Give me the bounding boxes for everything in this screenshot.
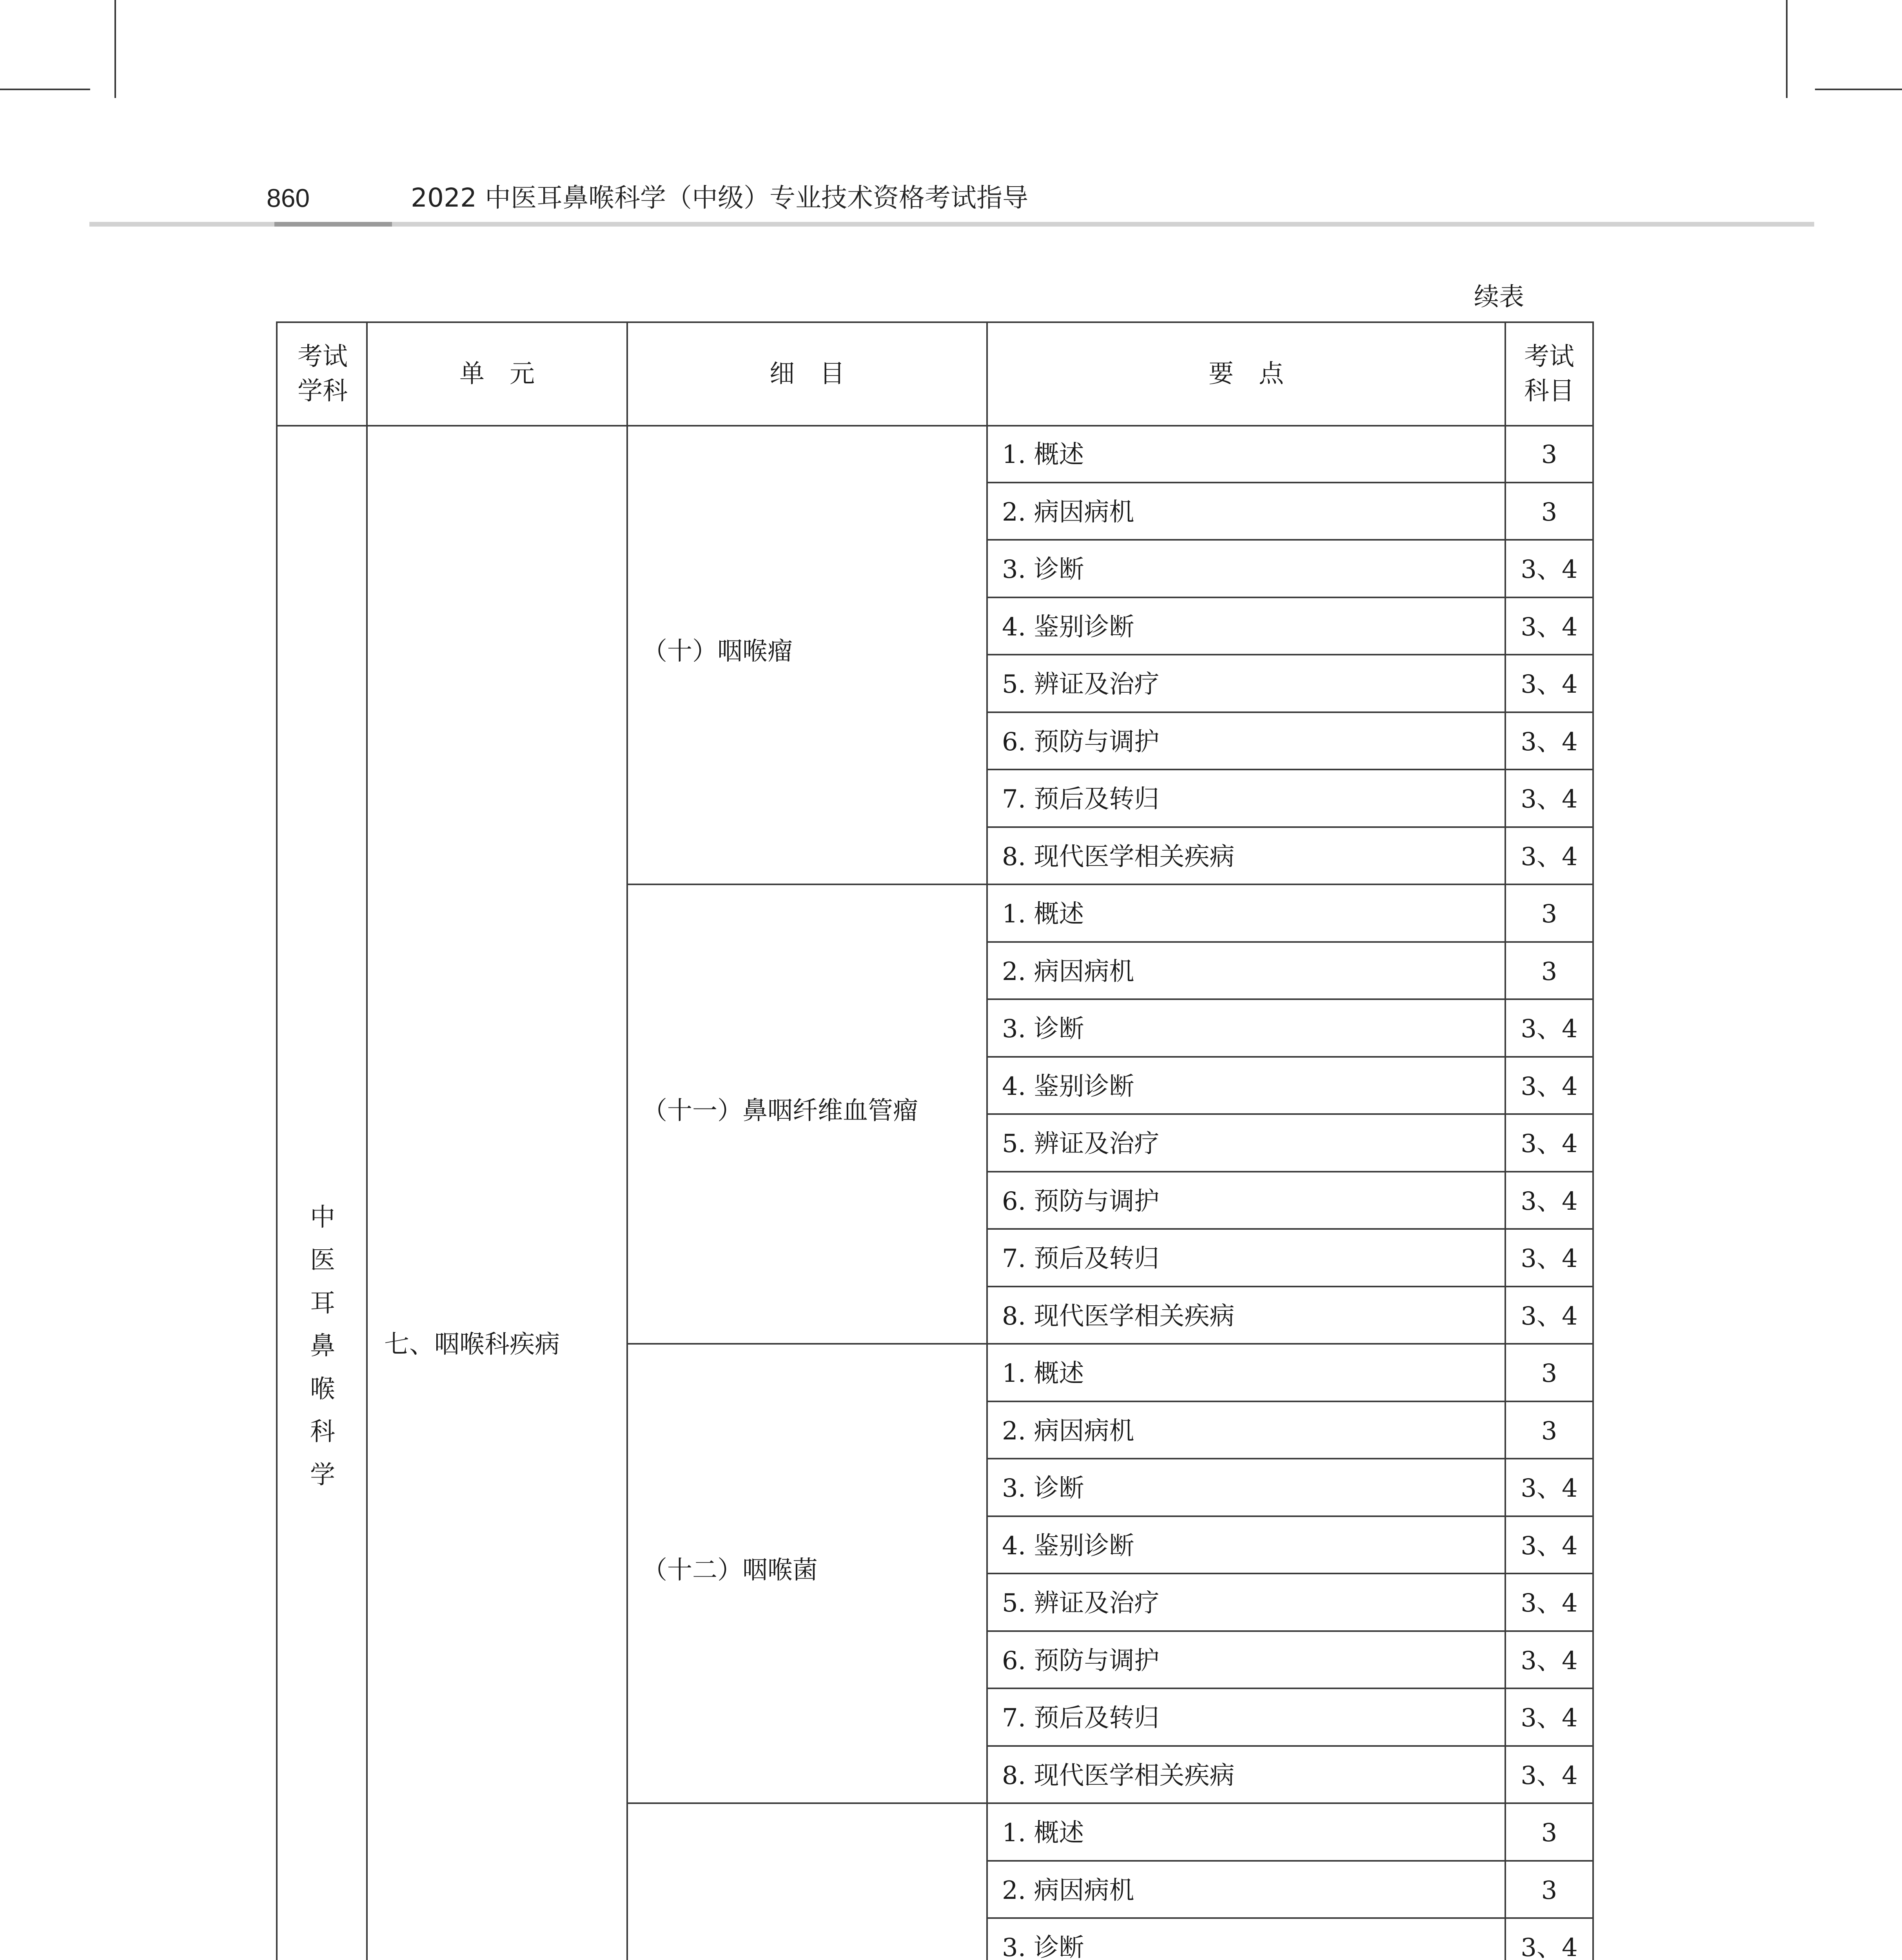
exam-subject-code: 3 [1541,900,1557,929]
subject-name-vertical: 中 医 耳 鼻 喉 科 学 [310,1203,335,1490]
crop-mark [114,0,116,98]
exam-subject-code: 3、4 [1521,1531,1578,1561]
column-header-unit: 单 元 [459,359,535,388]
point-item: 7. 预后及转归 [1002,1244,1160,1273]
exam-subject-code: 3、4 [1521,1761,1578,1790]
row-divider [986,1228,1592,1230]
row-divider [986,1113,1592,1115]
crop-mark [1815,89,1902,90]
exam-subject-code: 3、4 [1521,1244,1578,1273]
point-item: 8. 现代医学相关疾病 [1002,1761,1235,1790]
row-divider [986,941,1592,943]
exam-subject-code: 3、4 [1521,1933,1578,1960]
crop-mark [0,89,90,90]
detail-item: （十一）鼻咽纤维血管瘤 [642,1096,918,1125]
point-item: 2. 病因病机 [1002,497,1134,527]
point-item: 6. 预防与调护 [1002,727,1160,757]
point-item: 1. 概述 [1002,1818,1084,1847]
point-item: 7. 预后及转归 [1002,785,1160,814]
exam-subject-code: 3 [1541,1876,1557,1905]
row-divider [986,1401,1592,1402]
row-divider [986,654,1592,655]
column-header-detail: 细 目 [770,359,845,388]
point-item: 1. 概述 [1002,440,1084,469]
exam-subject-code: 3 [1541,1359,1557,1388]
column-header-exam: 考试 科目 [1524,342,1574,406]
unit-name: 七、咽喉科疾病 [384,1330,560,1359]
point-item: 2. 病因病机 [1002,1416,1134,1446]
group-divider [626,884,1592,885]
exam-subject-code: 3 [1541,440,1557,469]
row-divider [986,1688,1592,1689]
point-item: 6. 预防与调护 [1002,1187,1160,1216]
row-divider [986,539,1592,541]
row-divider [986,1917,1592,1919]
exam-subject-code: 3、4 [1521,555,1578,584]
point-item: 2. 病因病机 [1002,1876,1134,1905]
row-divider [986,1745,1592,1747]
point-item: 1. 概述 [1002,1359,1084,1388]
point-item: 3. 诊断 [1002,1014,1084,1044]
detail-item: （十二）咽喉菌 [642,1556,818,1585]
exam-subject-code: 3 [1541,1818,1557,1847]
point-item: 2. 病因病机 [1002,957,1134,986]
exam-subject-code: 3、4 [1521,1014,1578,1044]
row-divider [986,1573,1592,1574]
point-item: 1. 概述 [1002,900,1084,929]
point-item: 3. 诊断 [1002,1933,1084,1960]
row-divider [986,769,1592,770]
crop-mark [1786,0,1788,98]
column-divider [986,323,988,1960]
exam-subject-code: 3 [1541,1416,1557,1446]
point-item: 5. 辨证及治疗 [1002,670,1160,699]
exam-subject-code: 3、4 [1521,1589,1578,1618]
exam-subject-code: 3、4 [1521,1474,1578,1503]
row-divider [986,597,1592,598]
row-divider [986,1458,1592,1459]
exam-subject-code: 3、4 [1521,727,1578,757]
exam-subject-code: 3、4 [1521,1301,1578,1331]
group-divider [626,1802,1592,1804]
point-item: 3. 诊断 [1002,1474,1084,1503]
point-item: 7. 预后及转归 [1002,1704,1160,1733]
exam-subject-code: 3 [1541,497,1557,527]
point-item: 5. 辨证及治疗 [1002,1589,1160,1618]
exam-subject-code: 3、4 [1521,785,1578,814]
point-item: 8. 现代医学相关疾病 [1002,1301,1235,1331]
row-divider [986,1630,1592,1632]
running-header-title: 2022 中医耳鼻喉科学（中级）专业技术资格考试指导 [411,183,1028,213]
row-divider [986,1171,1592,1172]
exam-subject-code: 3、4 [1521,1704,1578,1733]
point-item: 5. 辨证及治疗 [1002,1129,1160,1158]
row-divider [986,998,1592,1000]
row-divider [986,826,1592,828]
exam-subject-code: 3、4 [1521,1129,1578,1158]
row-divider [986,482,1592,483]
row-divider [986,1860,1592,1862]
point-item: 6. 预防与调护 [1002,1646,1160,1675]
continued-table-label: 续表 [1474,283,1524,312]
exam-subject-code: 3、4 [1521,1187,1578,1216]
row-divider [986,1056,1592,1058]
point-item: 4. 鉴别诊断 [1002,1072,1134,1101]
header-rule-accent [274,222,392,227]
point-item: 4. 鉴别诊断 [1002,1531,1134,1561]
exam-subject-code: 3、4 [1521,612,1578,642]
point-item: 4. 鉴别诊断 [1002,612,1134,642]
exam-subject-code: 3、4 [1521,842,1578,871]
exam-subject-code: 3 [1541,957,1557,986]
page-number: 860 [267,183,310,212]
exam-subject-code: 3、4 [1521,1072,1578,1101]
column-header-points: 要 点 [1209,359,1284,388]
point-item: 3. 诊断 [1002,555,1084,584]
group-divider [626,1343,1592,1345]
row-divider [986,1515,1592,1517]
column-divider [366,323,368,1960]
syllabus-table [276,321,1594,1960]
row-divider [986,1286,1592,1287]
column-header-subject: 考试 学科 [298,342,348,406]
row-divider [986,711,1592,713]
exam-subject-code: 3、4 [1521,670,1578,699]
column-divider [626,323,628,1960]
detail-item: （十）咽喉瘤 [642,637,793,666]
point-item: 8. 现代医学相关疾病 [1002,842,1235,871]
header-row-divider [278,425,1592,426]
exam-subject-code: 3、4 [1521,1646,1578,1675]
